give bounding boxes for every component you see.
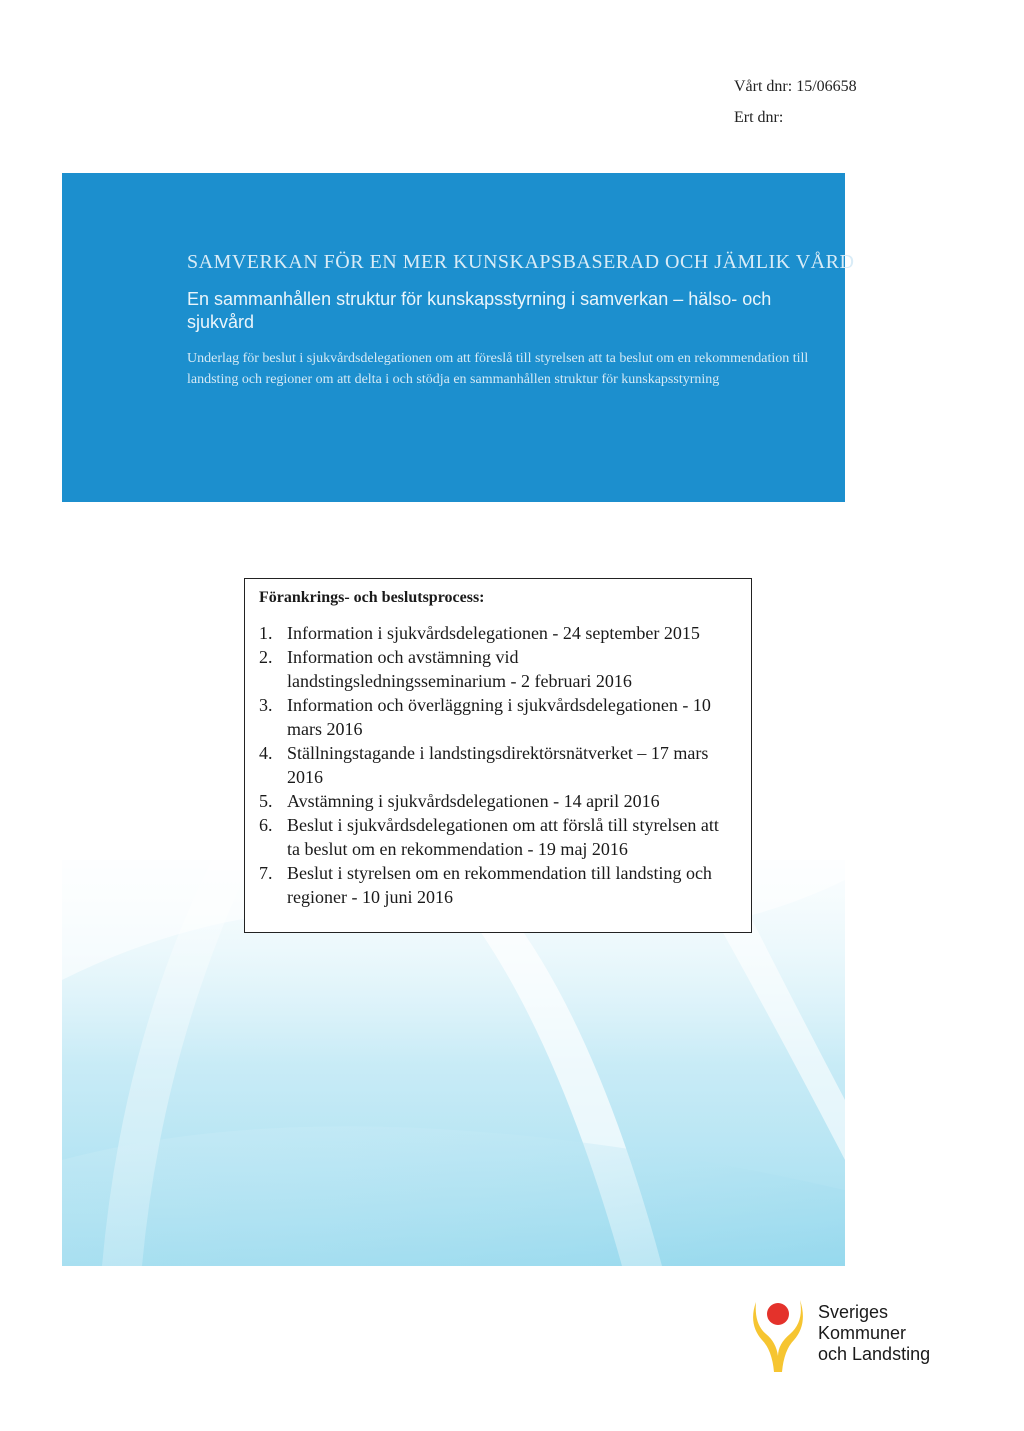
list-item [259,789,737,813]
list-item-text: Beslut i styrelsen om en rekommendation till landsting och regioner - 10 juni 2016 [287,863,712,907]
banner-body: Underlag för beslut i sjukvårdsdelegationen om att föreslå till styrelsen att ta beslut om en rekommendation till landsting och regioner om att delta i och stödja en sammanhållen struktur för kunskapsstyrning [187,351,809,387]
list-item-number: 5. [259,791,273,811]
list-item [259,741,737,789]
list-item-text: Ställningstagande i landstingsdirektörsnätverket – 17 mars 2016 [287,743,709,787]
list-item-text: Information och överläggning i sjukvårdsdelegationen - 10 mars 2016 [287,695,711,739]
list-item-number: 6. [259,815,273,835]
list-item-text: Avstämning i sjukvårdsdelegationen - 14 april 2016 [287,791,660,811]
list-item [259,645,737,693]
list-item-number: 7. [259,863,273,883]
skl-logo-wordmark [818,1302,930,1365]
logo-line: och Landsting [818,1344,931,1364]
list-item [259,621,737,645]
process-box [244,578,752,933]
our-reference-number: Vårt dnr: 15/06658 [734,78,857,95]
list-item-text: Information och avstämning vid landstingsledningsseminarium - 2 februari 2016 [287,647,632,691]
your-reference-number: Ert dnr: [734,109,784,126]
list-item [259,861,737,909]
banner-subtitle: En sammanhållen struktur för kunskapsstyrning i samverkan – hälso- och sjukvård [187,289,772,332]
list-item-text: Beslut i sjukvårdsdelegationen om att förslå till styrelsen att ta beslut om en rekommendation - 19 maj 2016 [287,815,719,859]
list-item-number: 3. [259,695,273,715]
list-item-number: 2. [259,647,273,667]
logo-line: Sveriges [818,1302,889,1322]
logo-line: Kommuner [818,1323,907,1343]
skl-logo-mark-icon [748,1294,808,1372]
list-item [259,693,737,741]
process-title: Förankrings- och beslutsprocess: [259,589,485,606]
banner-heading: SAMVERKAN FÖR EN MER KUNSKAPSBASERAD OCH JÄMLIK VÅRD [187,251,855,273]
list-item-text: Information i sjukvårdsdelegationen - 24 september 2015 [287,623,700,643]
skl-logo [748,1294,948,1374]
process-list [259,621,737,909]
list-item-number: 1. [259,623,273,643]
list-item [259,813,737,861]
cover-banner [62,173,855,502]
list-item-number: 4. [259,743,273,763]
